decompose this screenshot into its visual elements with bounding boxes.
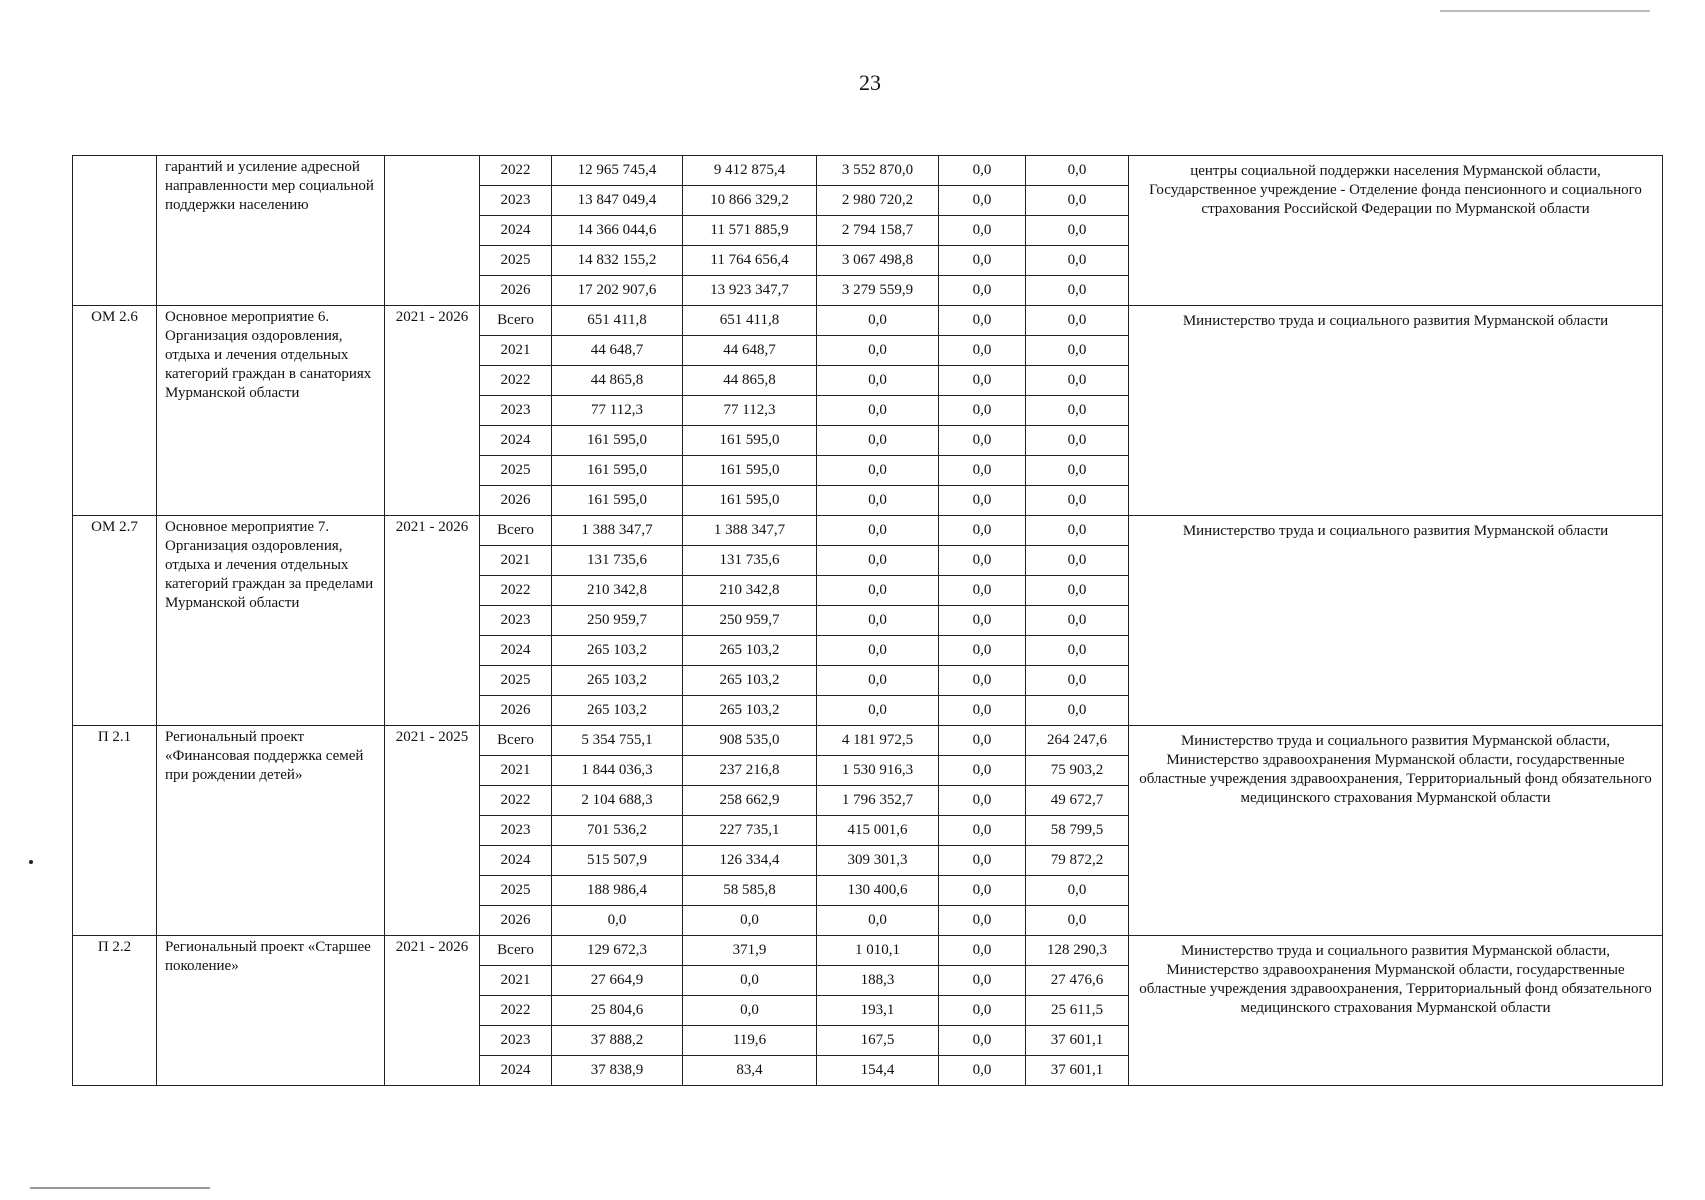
regional-budget-cell: 126 334,4 xyxy=(683,846,817,876)
federal-budget-cell: 130 400,6 xyxy=(817,876,939,906)
federal-budget-cell: 0,0 xyxy=(817,516,939,546)
local-budget-cell: 0,0 xyxy=(939,246,1026,276)
local-budget-cell: 0,0 xyxy=(939,966,1026,996)
extrabudget-cell: 75 903,2 xyxy=(1026,756,1129,786)
local-budget-cell: 0,0 xyxy=(939,756,1026,786)
local-budget-cell: 0,0 xyxy=(939,156,1026,186)
measure-executor: Министерство труда и социального развития Мурманской области, Министерство здравоохранения Мурманской области, государственные областные учреждения здравоохранения, Территориальный фонд обязательного медицинского страхования Мурманской области xyxy=(1129,726,1663,936)
local-budget-cell: 0,0 xyxy=(939,906,1026,936)
regional-budget-cell: 13 923 347,7 xyxy=(683,276,817,306)
scan-artifact-line xyxy=(30,1187,210,1189)
federal-budget-cell: 193,1 xyxy=(817,996,939,1026)
federal-budget-cell: 0,0 xyxy=(817,456,939,486)
measure-code: ОМ 2.6 xyxy=(73,306,157,516)
federal-budget-cell: 0,0 xyxy=(817,546,939,576)
federal-budget-cell: 154,4 xyxy=(817,1056,939,1086)
federal-budget-cell: 0,0 xyxy=(817,306,939,336)
local-budget-cell: 0,0 xyxy=(939,1056,1026,1086)
table-row xyxy=(73,516,1663,546)
year-cell: 2024 xyxy=(480,1056,552,1086)
total-cell: 210 342,8 xyxy=(552,576,683,606)
total-cell: 161 595,0 xyxy=(552,486,683,516)
local-budget-cell: 0,0 xyxy=(939,636,1026,666)
extrabudget-cell: 0,0 xyxy=(1026,336,1129,366)
regional-budget-cell: 83,4 xyxy=(683,1056,817,1086)
regional-budget-cell: 9 412 875,4 xyxy=(683,156,817,186)
federal-budget-cell: 0,0 xyxy=(817,576,939,606)
federal-budget-cell: 0,0 xyxy=(817,426,939,456)
year-cell: 2021 xyxy=(480,546,552,576)
regional-budget-cell: 44 648,7 xyxy=(683,336,817,366)
total-cell: 12 965 745,4 xyxy=(552,156,683,186)
year-cell: Всего xyxy=(480,516,552,546)
total-cell: 265 103,2 xyxy=(552,636,683,666)
federal-budget-cell: 0,0 xyxy=(817,396,939,426)
measure-code xyxy=(73,156,157,306)
year-cell: 2023 xyxy=(480,606,552,636)
local-budget-cell: 0,0 xyxy=(939,1026,1026,1056)
total-cell: 265 103,2 xyxy=(552,696,683,726)
local-budget-cell: 0,0 xyxy=(939,996,1026,1026)
local-budget-cell: 0,0 xyxy=(939,876,1026,906)
total-cell: 265 103,2 xyxy=(552,666,683,696)
extrabudget-cell: 37 601,1 xyxy=(1026,1056,1129,1086)
measure-name: Региональный проект «Финансовая поддержка семей при рождении детей» xyxy=(157,726,385,936)
measure-code: П 2.1 xyxy=(73,726,157,936)
regional-budget-cell: 161 595,0 xyxy=(683,456,817,486)
total-cell: 1 844 036,3 xyxy=(552,756,683,786)
extrabudget-cell: 0,0 xyxy=(1026,516,1129,546)
regional-budget-cell: 11 571 885,9 xyxy=(683,216,817,246)
measure-name: гарантий и усиление адресной направленности мер социальной поддержки населению xyxy=(157,156,385,306)
year-cell: 2022 xyxy=(480,366,552,396)
extrabudget-cell: 0,0 xyxy=(1026,576,1129,606)
regional-budget-cell: 0,0 xyxy=(683,996,817,1026)
extrabudget-cell: 0,0 xyxy=(1026,906,1129,936)
measure-executor: Министерство труда и социального развития Мурманской области, Министерство здравоохранения Мурманской области, государственные областные учреждения здравоохранения, Территориальный фонд обязательного медицинского страхования Мурманской области xyxy=(1129,936,1663,1086)
year-cell: 2025 xyxy=(480,246,552,276)
total-cell: 25 804,6 xyxy=(552,996,683,1026)
measure-executor: Министерство труда и социального развития Мурманской области xyxy=(1129,306,1663,516)
year-cell: 2026 xyxy=(480,696,552,726)
measure-name: Основное мероприятие 7. Организация оздоровления, отдыха и лечения отдельных категорий граждан за пределами Мурманской области xyxy=(157,516,385,726)
regional-budget-cell: 210 342,8 xyxy=(683,576,817,606)
federal-budget-cell: 0,0 xyxy=(817,366,939,396)
total-cell: 2 104 688,3 xyxy=(552,786,683,816)
regional-budget-cell: 265 103,2 xyxy=(683,696,817,726)
extrabudget-cell: 0,0 xyxy=(1026,246,1129,276)
federal-budget-cell: 2 794 158,7 xyxy=(817,216,939,246)
federal-budget-cell: 0,0 xyxy=(817,666,939,696)
federal-budget-cell: 3 067 498,8 xyxy=(817,246,939,276)
federal-budget-cell: 0,0 xyxy=(817,606,939,636)
local-budget-cell: 0,0 xyxy=(939,516,1026,546)
year-cell: 2024 xyxy=(480,636,552,666)
year-cell: Всего xyxy=(480,306,552,336)
extrabudget-cell: 0,0 xyxy=(1026,486,1129,516)
local-budget-cell: 0,0 xyxy=(939,696,1026,726)
year-cell: 2022 xyxy=(480,786,552,816)
local-budget-cell: 0,0 xyxy=(939,456,1026,486)
extrabudget-cell: 0,0 xyxy=(1026,366,1129,396)
year-cell: 2021 xyxy=(480,966,552,996)
year-cell: 2022 xyxy=(480,156,552,186)
measure-code: П 2.2 xyxy=(73,936,157,1086)
federal-budget-cell: 0,0 xyxy=(817,906,939,936)
regional-budget-cell: 265 103,2 xyxy=(683,666,817,696)
budget-table xyxy=(72,155,1663,1086)
extrabudget-cell: 37 601,1 xyxy=(1026,1026,1129,1056)
year-cell: 2024 xyxy=(480,846,552,876)
total-cell: 161 595,0 xyxy=(552,456,683,486)
scan-artifact-line xyxy=(1440,10,1650,12)
total-cell: 5 354 755,1 xyxy=(552,726,683,756)
total-cell: 17 202 907,6 xyxy=(552,276,683,306)
extrabudget-cell: 0,0 xyxy=(1026,156,1129,186)
local-budget-cell: 0,0 xyxy=(939,726,1026,756)
regional-budget-cell: 258 662,9 xyxy=(683,786,817,816)
extrabudget-cell: 27 476,6 xyxy=(1026,966,1129,996)
regional-budget-cell: 44 865,8 xyxy=(683,366,817,396)
extrabudget-cell: 49 672,7 xyxy=(1026,786,1129,816)
extrabudget-cell: 0,0 xyxy=(1026,546,1129,576)
regional-budget-cell: 651 411,8 xyxy=(683,306,817,336)
year-cell: 2025 xyxy=(480,666,552,696)
extrabudget-cell: 58 799,5 xyxy=(1026,816,1129,846)
measure-executor: Министерство труда и социального развития Мурманской области xyxy=(1129,516,1663,726)
total-cell: 0,0 xyxy=(552,906,683,936)
extrabudget-cell: 79 872,2 xyxy=(1026,846,1129,876)
total-cell: 651 411,8 xyxy=(552,306,683,336)
total-cell: 131 735,6 xyxy=(552,546,683,576)
extrabudget-cell: 0,0 xyxy=(1026,396,1129,426)
year-cell: 2026 xyxy=(480,486,552,516)
regional-budget-cell: 77 112,3 xyxy=(683,396,817,426)
total-cell: 515 507,9 xyxy=(552,846,683,876)
table-row xyxy=(73,936,1663,966)
year-cell: 2025 xyxy=(480,456,552,486)
local-budget-cell: 0,0 xyxy=(939,576,1026,606)
regional-budget-cell: 11 764 656,4 xyxy=(683,246,817,276)
measure-period xyxy=(385,156,480,306)
extrabudget-cell: 0,0 xyxy=(1026,456,1129,486)
local-budget-cell: 0,0 xyxy=(939,306,1026,336)
measure-executor: центры социальной поддержки населения Мурманской области, Государственное учреждение - Отделение фонда пенсионного и социального страхования Российской Федерации по Мурманской области xyxy=(1129,156,1663,306)
stray-dot xyxy=(29,860,33,864)
local-budget-cell: 0,0 xyxy=(939,396,1026,426)
local-budget-cell: 0,0 xyxy=(939,606,1026,636)
local-budget-cell: 0,0 xyxy=(939,936,1026,966)
year-cell: 2026 xyxy=(480,276,552,306)
regional-budget-cell: 119,6 xyxy=(683,1026,817,1056)
local-budget-cell: 0,0 xyxy=(939,846,1026,876)
local-budget-cell: 0,0 xyxy=(939,786,1026,816)
federal-budget-cell: 167,5 xyxy=(817,1026,939,1056)
regional-budget-cell: 131 735,6 xyxy=(683,546,817,576)
extrabudget-cell: 264 247,6 xyxy=(1026,726,1129,756)
year-cell: 2021 xyxy=(480,336,552,366)
measure-period: 2021 - 2026 xyxy=(385,306,480,516)
local-budget-cell: 0,0 xyxy=(939,546,1026,576)
year-cell: 2022 xyxy=(480,996,552,1026)
federal-budget-cell: 0,0 xyxy=(817,636,939,666)
extrabudget-cell: 0,0 xyxy=(1026,636,1129,666)
total-cell: 27 664,9 xyxy=(552,966,683,996)
local-budget-cell: 0,0 xyxy=(939,276,1026,306)
regional-budget-cell: 237 216,8 xyxy=(683,756,817,786)
federal-budget-cell: 415 001,6 xyxy=(817,816,939,846)
regional-budget-cell: 250 959,7 xyxy=(683,606,817,636)
regional-budget-cell: 161 595,0 xyxy=(683,426,817,456)
local-budget-cell: 0,0 xyxy=(939,216,1026,246)
total-cell: 44 648,7 xyxy=(552,336,683,366)
federal-budget-cell: 2 980 720,2 xyxy=(817,186,939,216)
regional-budget-cell: 0,0 xyxy=(683,966,817,996)
federal-budget-cell: 4 181 972,5 xyxy=(817,726,939,756)
total-cell: 161 595,0 xyxy=(552,426,683,456)
regional-budget-cell: 265 103,2 xyxy=(683,636,817,666)
federal-budget-cell: 0,0 xyxy=(817,486,939,516)
federal-budget-cell: 3 552 870,0 xyxy=(817,156,939,186)
regional-budget-cell: 0,0 xyxy=(683,906,817,936)
page-number: 23 xyxy=(859,70,881,95)
local-budget-cell: 0,0 xyxy=(939,366,1026,396)
total-cell: 250 959,7 xyxy=(552,606,683,636)
total-cell: 37 838,9 xyxy=(552,1056,683,1086)
extrabudget-cell: 0,0 xyxy=(1026,666,1129,696)
total-cell: 77 112,3 xyxy=(552,396,683,426)
year-cell: Всего xyxy=(480,726,552,756)
table-row xyxy=(73,306,1663,336)
total-cell: 37 888,2 xyxy=(552,1026,683,1056)
year-cell: 2023 xyxy=(480,396,552,426)
total-cell: 44 865,8 xyxy=(552,366,683,396)
regional-budget-cell: 58 585,8 xyxy=(683,876,817,906)
federal-budget-cell: 309 301,3 xyxy=(817,846,939,876)
federal-budget-cell: 3 279 559,9 xyxy=(817,276,939,306)
local-budget-cell: 0,0 xyxy=(939,336,1026,366)
year-cell: 2022 xyxy=(480,576,552,606)
table-row xyxy=(73,726,1663,756)
year-cell: 2024 xyxy=(480,426,552,456)
measure-period: 2021 - 2025 xyxy=(385,726,480,936)
measure-name: Региональный проект «Старшее поколение» xyxy=(157,936,385,1086)
regional-budget-cell: 161 595,0 xyxy=(683,486,817,516)
regional-budget-cell: 371,9 xyxy=(683,936,817,966)
extrabudget-cell: 0,0 xyxy=(1026,696,1129,726)
regional-budget-cell: 227 735,1 xyxy=(683,816,817,846)
extrabudget-cell: 0,0 xyxy=(1026,216,1129,246)
measure-period: 2021 - 2026 xyxy=(385,936,480,1086)
federal-budget-cell: 1 010,1 xyxy=(817,936,939,966)
local-budget-cell: 0,0 xyxy=(939,186,1026,216)
total-cell: 14 366 044,6 xyxy=(552,216,683,246)
extrabudget-cell: 0,0 xyxy=(1026,186,1129,216)
extrabudget-cell: 128 290,3 xyxy=(1026,936,1129,966)
extrabudget-cell: 0,0 xyxy=(1026,876,1129,906)
federal-budget-cell: 1 796 352,7 xyxy=(817,786,939,816)
local-budget-cell: 0,0 xyxy=(939,816,1026,846)
year-cell: 2025 xyxy=(480,876,552,906)
extrabudget-cell: 0,0 xyxy=(1026,306,1129,336)
total-cell: 701 536,2 xyxy=(552,816,683,846)
regional-budget-cell: 908 535,0 xyxy=(683,726,817,756)
year-cell: Всего xyxy=(480,936,552,966)
year-cell: 2026 xyxy=(480,906,552,936)
extrabudget-cell: 0,0 xyxy=(1026,426,1129,456)
regional-budget-cell: 1 388 347,7 xyxy=(683,516,817,546)
federal-budget-cell: 0,0 xyxy=(817,336,939,366)
federal-budget-cell: 188,3 xyxy=(817,966,939,996)
year-cell: 2021 xyxy=(480,756,552,786)
measure-code: ОМ 2.7 xyxy=(73,516,157,726)
measure-name: Основное мероприятие 6. Организация оздоровления, отдыха и лечения отдельных категорий граждан в санаториях Мурманской области xyxy=(157,306,385,516)
total-cell: 14 832 155,2 xyxy=(552,246,683,276)
total-cell: 1 388 347,7 xyxy=(552,516,683,546)
extrabudget-cell: 25 611,5 xyxy=(1026,996,1129,1026)
year-cell: 2023 xyxy=(480,1026,552,1056)
extrabudget-cell: 0,0 xyxy=(1026,606,1129,636)
extrabudget-cell: 0,0 xyxy=(1026,276,1129,306)
total-cell: 129 672,3 xyxy=(552,936,683,966)
local-budget-cell: 0,0 xyxy=(939,486,1026,516)
table-row xyxy=(73,156,1663,186)
measure-period: 2021 - 2026 xyxy=(385,516,480,726)
federal-budget-cell: 0,0 xyxy=(817,696,939,726)
local-budget-cell: 0,0 xyxy=(939,426,1026,456)
federal-budget-cell: 1 530 916,3 xyxy=(817,756,939,786)
year-cell: 2023 xyxy=(480,816,552,846)
total-cell: 188 986,4 xyxy=(552,876,683,906)
local-budget-cell: 0,0 xyxy=(939,666,1026,696)
total-cell: 13 847 049,4 xyxy=(552,186,683,216)
regional-budget-cell: 10 866 329,2 xyxy=(683,186,817,216)
year-cell: 2023 xyxy=(480,186,552,216)
year-cell: 2024 xyxy=(480,216,552,246)
